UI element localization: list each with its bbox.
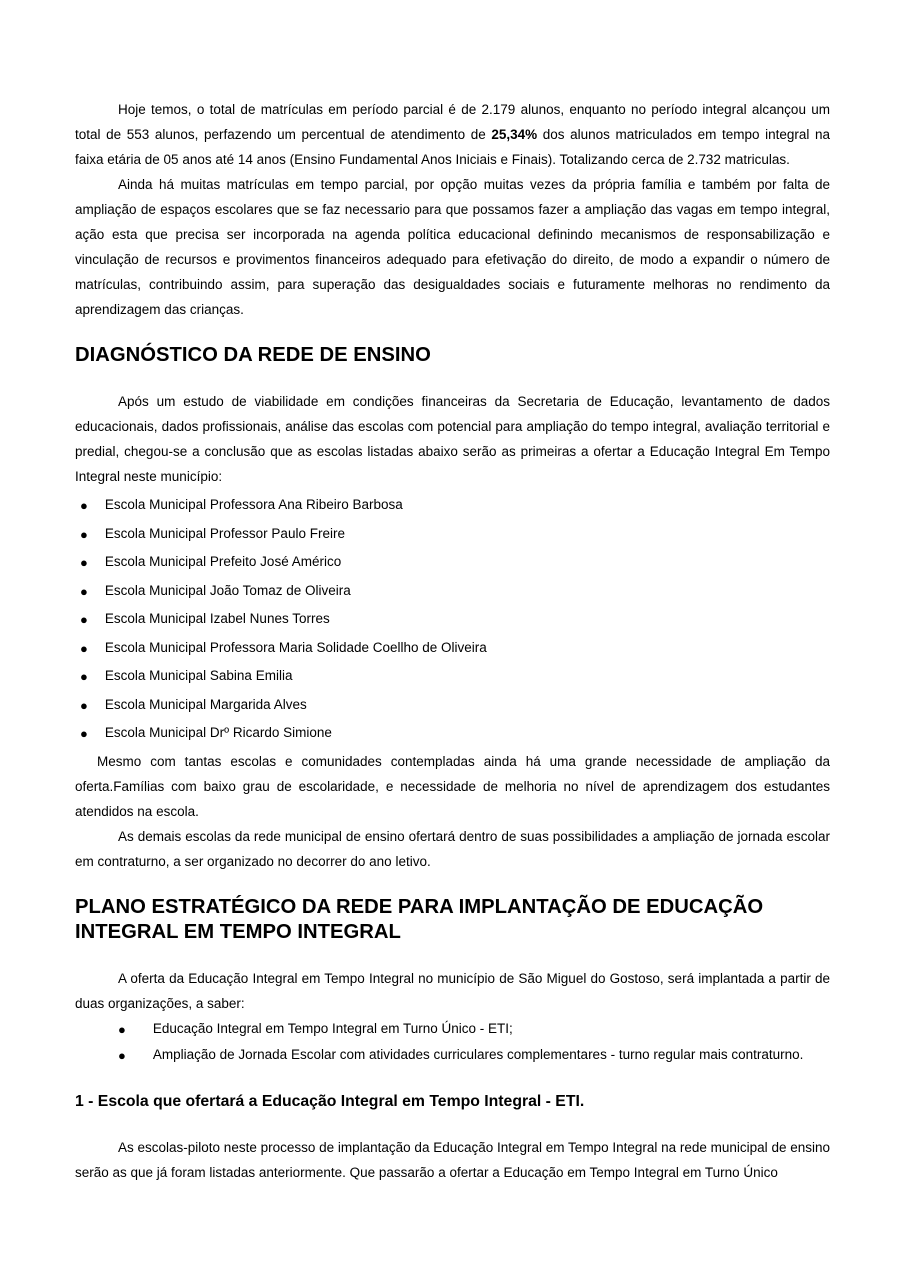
bullet-icon: ● [80, 640, 88, 656]
list-item [75, 549, 830, 575]
bullet-icon: ● [80, 669, 88, 684]
bullet-icon: ● [80, 726, 88, 741]
paragraph-partial-time: Ainda há muitas matrículas em tempo parcial, por opção muitas vezes da própria família e também por falta de ampliação de espaços escolares que se faz necessario para que possamos fazer a ampliação das vagas em tempo integral, ação esta que precisa ser incorporada na agenda política educacional definindo mecanismos de responsabilização e vinculação de recursos e provimentos financeiros adequado para efetivação do direito, de modo a expandir o número de matrículas, contribuindo assim, para superação das desigualdades sociais e futuramente melhoras no rendimento da aprendizagem das crianças. [75, 177, 830, 317]
bullet-icon: ● [80, 583, 88, 599]
school-name: Escola Municipal Prefeito José Américo [104, 554, 342, 569]
school-list [75, 492, 830, 746]
org-item-text: Ampliação de Jornada Escolar com atividades curriculares complementares - turno regular mais contraturno. [152, 1046, 804, 1062]
heading-diagnostico: DIAGNÓSTICO DA REDE DE ENSINO [75, 344, 431, 366]
list-item [75, 578, 830, 604]
paragraph-offer-intro: A oferta da Educação Integral em Tempo Integral no município de São Miguel do Gostoso, será implantada a partir de duas organizações, a saber: [75, 970, 830, 1011]
school-name: Escola Municipal Margarida Alves [104, 696, 307, 712]
bullet-icon: ● [118, 1047, 126, 1063]
org-list-item-eti [75, 1016, 830, 1042]
paragraph-enrollment-text-2: dos alunos matriculados em tempo integral na faixa etária de 05 anos até 14 anos (Ensino Fundamental Anos Iniciais e Finais). Totalizando cerca de 2.732 matriculas. [75, 127, 830, 167]
heading-escola-eti: 1 - Escola que ofertará a Educação Integral em Tempo Integral - ETI. [75, 1092, 585, 1110]
list-item [75, 606, 830, 632]
school-name: Escola Municipal Professora Maria Solidade Coellho de Oliveira [104, 639, 487, 655]
bullet-icon: ● [80, 697, 88, 713]
paragraph-enrollment-text-1: Hoje temos, o total de matrículas em período parcial é de 2.179 alunos, enquanto no período integral alcançou um total de 553 alunos, perfazendo um percentual de atendimento de [75, 102, 830, 142]
list-item [75, 720, 830, 746]
bullet-icon: ● [80, 498, 88, 513]
bullet-icon: ● [80, 526, 88, 542]
school-name: Escola Municipal Drº Ricardo Simione [104, 725, 332, 740]
bullet-icon: ● [118, 1021, 126, 1037]
school-name: Escola Municipal Sabina Emilia [104, 668, 293, 683]
list-item [75, 663, 830, 689]
percentage-bold-value: 25,34% [491, 127, 538, 142]
school-name: Escola Municipal João Tomaz de Oliveira [104, 582, 351, 598]
paragraph-pilot-schools: As escolas-piloto neste processo de implantação da Educação Integral em Tempo Integral na rede municipal de ensino serão as que já foram listadas anteriormente. Que passarão a ofertar a Educação em Tempo Integral em Turno Único [75, 1139, 830, 1180]
bullet-icon: ● [80, 555, 88, 570]
school-name: Escola Municipal Izabel Nunes Torres [104, 611, 330, 626]
heading-plano-estrategico: PLANO ESTRATÉGICO DA REDE PARA IMPLANTAÇÃO DE EDUCAÇÃO INTEGRAL EM TEMPO INTEGRAL [75, 895, 764, 943]
list-item [75, 492, 830, 518]
bullet-icon: ● [80, 612, 88, 627]
list-item [75, 635, 830, 661]
org-item-text: Educação Integral em Tempo Integral em Turno Único - ETI; [152, 1020, 513, 1036]
school-name: Escola Municipal Professor Paulo Freire [104, 525, 345, 541]
org-list-item-jornada [75, 1042, 830, 1068]
school-name: Escola Municipal Professora Ana Ribeiro Barbosa [104, 497, 403, 512]
paragraph-enrollment-totals [75, 97, 830, 172]
paragraph-other-schools: As demais escolas da rede municipal de ensino ofertará dentro de suas possibilidades a ampliação de jornada escolar em contraturno, a ser organizado no decorrer do ano letivo. [75, 828, 830, 869]
list-item [75, 521, 830, 547]
list-item [75, 692, 830, 718]
paragraph-need-expansion: Mesmo com tantas escolas e comunidades contempladas ainda há uma grande necessidade de ampliação da oferta.Famílias com baixo grau de escolaridade, e necessidade de melhoria no nível de aprendizagem dos estudantes atendidos na escola. [75, 753, 830, 819]
paragraph-feasibility-study: Após um estudo de viabilidade em condições financeiras da Secretaria de Educação, levantamento de dados educacionais, dados profissionais, análise das escolas com potencial para ampliação do tempo integral, avaliação territorial e predial, chegou-se a conclusão que as escolas listadas abaixo serão as primeiras a ofertar a Educação Integral Em Tempo Integral neste município: [75, 394, 830, 484]
